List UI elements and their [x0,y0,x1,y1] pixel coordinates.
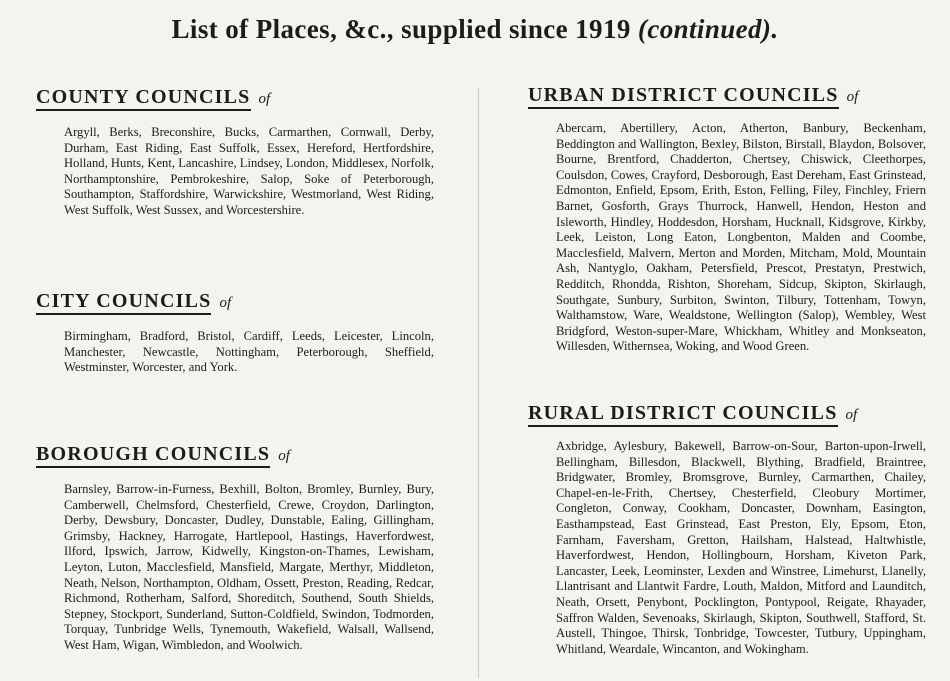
rural-district-councils-list: Axbridge, Aylesbury, Bakewell, Barrow-on-Sour, Barton-upon-Irwell, Bellingham, Billesdon, Blackwell, Blything, Bradfield, Braintree, Bridgwater, Bromley, Bromsgrove, Burnley, Carmarthen, Chailey, Chapel-en-le-Frith, Chertsey, Chesterfield, Cleobury Mortimer, Congleton, Conway, Cookham, Doncaster, Downham, Easington, Easthampstead, East Grinstead, East Preston, Ely, Epsom, Eton, Farnham, Faversham, Gretton, Hailsham, Halstead, Haltwhistle, Haverfordwest, Hendon, Hollingbourn, Horsham, Kiveton Park, Lancaster, Leek, Leominster, Lexden and Winstree, Limehurst, Llanelly, Llantrisant and Llantwit Fardre, Louth, Maldon, Mitford and Launditch, Neath, Orsett, Penybont, Pocklington, Pontypool, Reigate, Rhayader, Saffron Walden, Sevenoaks, Skirlaugh, Skipton, Southwell, Stafford, St. Austell, Thingoe, Thirsk, Tonbridge, Towcester, Tutbury, Uppingham, Whitland, Weardale, Wincanton, and Wokingham. [556,439,926,656]
county-councils-list: Argyll, Berks, Breconshire, Bucks, Carmarthen, Cornwall, Derby, Durham, East Riding, East Suffolk, Essex, Hereford, Hertfordshire, Holland, Hunts, Kent, Lancashire, Lindsey, London, Middlesex, Norfolk, Northamptonshire, Pembrokeshire, Salop, Soke of Peterborough, Southampton, Staffordshire, Warwickshire, Westmorland, West Riding, West Suffolk, West Sussex, and Worcestershire. [64,125,434,217]
city-councils-section [36,290,434,376]
page-title-continued: (continued). [637,14,779,44]
rural-district-councils-section [528,402,926,657]
rural-district-councils-heading: RURAL DISTRICT COUNCILS of [528,402,926,425]
page-title-main: List of Places, &c., supplied since 1919 [171,14,631,44]
county-councils-section [36,86,434,219]
county-councils-heading: COUNTY COUNCILS of [36,86,434,109]
urban-district-councils-heading: URBAN DISTRICT COUNCILS of [528,84,926,107]
page-title [0,14,950,45]
urban-district-councils-list: Abercarn, Abertillery, Acton, Atherton, Banbury, Beckenham, Beddington and Wallington, Bexley, Bilston, Birstall, Blaydon, Bolsover, Bourne, Brentford, Chadderton, Chertsey, Chiswick, Cleethorpes, Coulsdon, Cowes, Crayford, Desborough, East Dereham, East Grinstead, Edmonton, Enfield, Epsom, Erith, Eston, Felling, Filey, Finchley, Friern Barnet, Gosforth, Grays Thurrock, Hanwell, Hendon, Heston and Isleworth, Hindley, Hoddesdon, Horsham, Hucknall, Kidsgrove, Kirkby, Leek, Leiston, Long Eaton, Longbenton, Malden and Coombe, Macclesfield, Malvern, Merton and Morden, Mitcham, Mold, Mountain Ash, Nantyglo, Oakham, Petersfield, Prescot, Prestatyn, Prestwich, Redditch, Rhondda, Rishton, Shoreham, Sidcup, Skipton, Skirlaugh, Southgate, Sunbury, Surbiton, Swinton, Tilbury, Tottenham, Towyn, Walthamstow, Ware, Wealdstone, Wellington (Salop), Wembley, West Bridgford, Weston-super-Mare, Whickham, Whitley and Monkseaton, Willesden, Withernsea, Woking, and Wood Green. [556,121,926,354]
borough-councils-list: Barnsley, Barrow-in-Furness, Bexhill, Bolton, Bromley, Burnley, Bury, Camberwell, Chelmsford, Chesterfield, Crewe, Croydon, Darlington, Derby, Dewsbury, Doncaster, Dudley, Dunstable, Ealing, Gillingham, Grimsby, Hackney, Harrogate, Hartlepool, Hastings, Haverfordwest, Ilford, Ipswich, Jarrow, Kidwelly, Kingston-on-Thames, Lewisham, Leyton, Luton, Macclesfield, Mansfield, Margate, Merthyr, Middleton, Neath, Nelson, Northampton, Oldham, Ossett, Preston, Reading, Redcar, Richmond, Rotherham, Salford, Shoreditch, Southend, South Shields, Stepney, Stockport, Sunderland, Sutton-Coldfield, Swindon, Todmorden, Torquay, Tunbridge Wells, Tynemouth, Wakefield, Walsall, Wallsend, West Ham, Wigan, Wimbledon, and Woolwich. [64,482,434,652]
city-councils-heading: CITY COUNCILS of [36,290,434,313]
urban-district-councils-section [528,84,926,355]
city-councils-list: Birmingham, Bradford, Bristol, Cardiff, Leeds, Leicester, Lincoln, Manchester, Newcastle, Nottingham, Peterborough, Sheffield, Westminster, Worcester, and York. [64,329,434,375]
borough-councils-heading: BOROUGH COUNCILS of [36,443,434,466]
column-divider [478,88,479,678]
borough-councils-section [36,443,434,654]
